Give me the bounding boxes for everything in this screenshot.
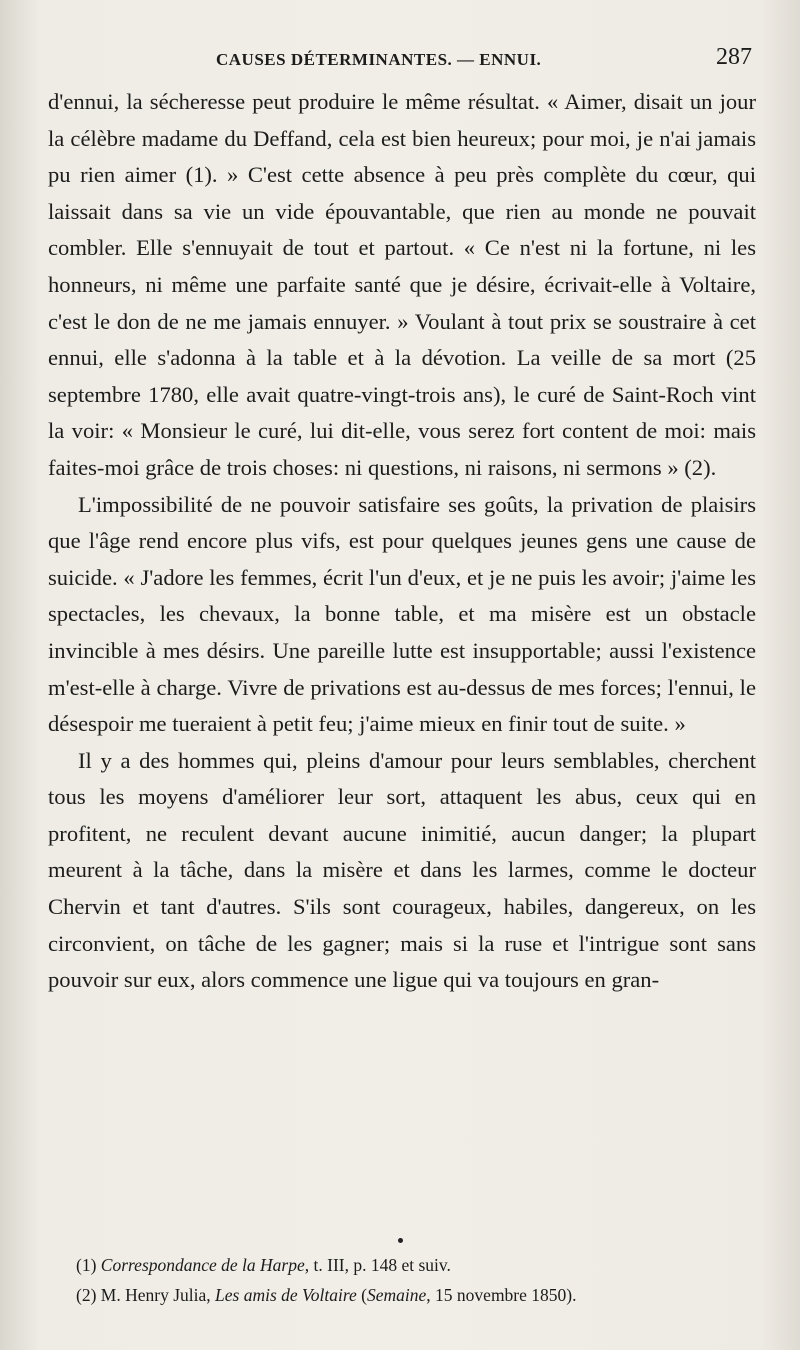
body-text (48, 84, 756, 999)
paragraph-2: L'impossibilité de ne pouvoir satisfaire ses goûts, la privation de plaisirs que l'âge rend encore plus vifs, est pour quelques jeunes gens une cause de suicide. « J'adore les femmes, écrit l'un d'eux, et je ne puis les avoir; j'aime les spectacles, les chevaux, la bonne table, et ma misère est un obstacle invincible à mes désirs. Une pareille lutte est insupportable; aussi l'existence m'est-elle à charge. Vivre de privations est au-dessus de mes forces; l'ennui, le désespoir me tueraient à petit feu; j'aime mieux en finir tout de suite. » (48, 491, 756, 737)
paragraph-3: Il y a des hommes qui, pleins d'amour pour leurs semblables, cherchent tous les moyens d'améliorer leur sort, attaquent les abus, ceux qui en profitent, ne reculent devant aucune inimitié, aucun danger; la plupart meurent à la tâche, dans la misère et dans les larmes, comme le docteur Chervin et tant d'autres. S'ils sont courageux, habiles, dangereux, on les circonvient, on tâche de les gagner; mais si la ruse et l'intrigue sont sans pouvoir sur eux, alors commence une ligue qui va toujours en gran- (48, 747, 756, 993)
footnote-author: M. Henry Julia, (100, 1285, 216, 1305)
running-title: CAUSES DÉTERMINANTES. — ENNUI. (216, 50, 542, 69)
footnote-rest: , t. III, p. 148 et suiv. (304, 1255, 451, 1275)
page-number: 287 (716, 44, 752, 70)
footnote-rest: , 15 novembre 1850). (426, 1285, 577, 1305)
footnotes (76, 1250, 756, 1310)
footnote-journal: Semaine (367, 1285, 427, 1305)
paragraph-1: d'ennui, la sécheresse peut produire le même résultat. « Aimer, disait un jour la célèbre madame du Deffand, cela est bien heureux; pour moi, je n'ai jamais pu rien aimer (1). » C'est cette absence à peu près complète du cœur, qui laissait dans sa vie un vide épouvantable, que rien au monde ne pouvait combler. Elle s'ennuyait de tout et partout. « Ce n'est ni la fortune, ni les honneurs, ni même une parfaite santé que je désire, écrivait-elle à Voltaire, c'est le don de ne me jamais ennuyer. » Voulant à tout prix se soustraire à cet ennui, elle s'adonna à la table et à la dévotion. La veille de sa mort (25 septembre 1780, elle avait quatre-vingt-trois ans), le curé de Saint-Roch vint la voir: « Monsieur le curé, lui dit-elle, vous serez fort content de moi: mais faites-moi grâce de trois choses: ni questions, ni raisons, ni sermons » (2). (48, 89, 756, 480)
footnote-title: Les amis de Voltaire (215, 1285, 357, 1305)
footnote-1 (76, 1250, 756, 1280)
footnote-separator (398, 1238, 403, 1243)
footnote-marker: (1) (76, 1255, 97, 1275)
running-head (48, 40, 756, 84)
footnote-marker: (2) (76, 1285, 97, 1305)
footnote-2 (76, 1280, 756, 1310)
footnote-title: Correspondance de la Harpe (100, 1255, 305, 1275)
footnote-paren: ( (356, 1285, 367, 1305)
